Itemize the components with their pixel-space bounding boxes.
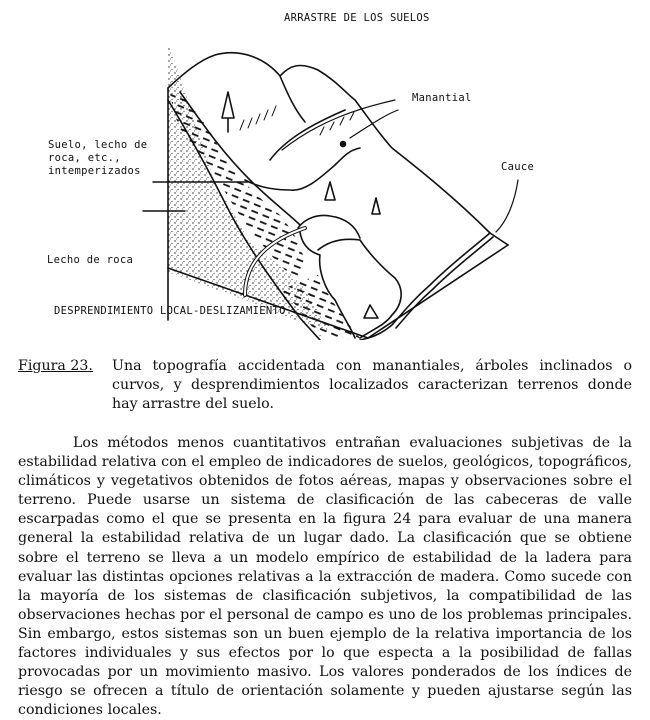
figure-number: Figura 23. xyxy=(18,358,93,374)
spring-point xyxy=(341,142,346,147)
slump-right xyxy=(360,240,401,338)
label-lecho-roca: Lecho de roca xyxy=(47,254,134,266)
label-suelo-line3: intemperizados xyxy=(48,165,141,177)
spring-flow xyxy=(270,110,345,160)
tree-icon xyxy=(222,92,234,132)
stream-channel-inner xyxy=(396,237,493,328)
slump-scarp xyxy=(298,216,360,239)
spring-fence xyxy=(245,148,360,190)
leader-manantial-1 xyxy=(282,100,395,150)
label-suelo-line2: roca, etc., xyxy=(48,152,121,164)
block-front-edge xyxy=(368,245,508,338)
label-suelo-line1: Suelo, lecho de xyxy=(48,139,148,151)
leader-cauce xyxy=(496,180,518,232)
body-paragraph: Los métodos menos cuantitativos entrañan evaluaciones subjetivas de la estabilidad relativa con el empleo de indicadores de suelos, geológicos, topográficos, climáticos y vegetativos obtenidos de fotos aéreas, mapas y observaciones sobre el terreno. Puede usarse un sistema de clasificación de las cabeceras de valle escarpadas como el que se presenta en la figura 24 para evaluar de una manera general la estabilidad relativa de un lugar dado. La clasificación que se obtiene sobre el terreno se lleva a un modelo empírico de estabilidad de la ladera para evaluar las distintas opciones relativas a la extracción de madera. Como sucede con la mayoría de los sistemas de clasificación subjetivos, la compatibilidad de las observaciones hechas por el personal de campo es uno de los problemas principales. Sin embargo, estos sistemas son un buen ejemplo de la relativa importancia de los factores individuales y sus efectos por lo que especta a la posibilidad de fallas provocadas por un movimiento masivo. Los valores ponderados de los índices de riesgo se ofrecen a título de orientación solamente y pueden ajustarse según las condiciones locales. xyxy=(18,435,632,719)
inner-ridge xyxy=(280,76,305,122)
label-cauce: Cauce xyxy=(501,161,535,173)
slump-scarp-lower xyxy=(318,239,360,250)
label-desprendimiento: DESPRENDIMIENTO LOCAL-DESLIZAMIENTO xyxy=(54,305,286,317)
figure-title: ARRASTRE DE LOS SUELOS xyxy=(284,12,430,24)
label-manantial: Manantial xyxy=(412,92,472,104)
block-right-end xyxy=(490,233,508,245)
leader-manantial-2 xyxy=(350,110,398,138)
caption-text: Una topografía accidentada con manantiales, árboles inclinados o curvos, y desprendimientos localizados caracterizan terrenos donde hay arrastre del suelo. xyxy=(112,358,632,412)
tree-icon xyxy=(372,198,380,214)
tree-icon xyxy=(325,182,335,200)
stream-channel xyxy=(360,233,490,340)
tree-icon xyxy=(364,305,378,318)
